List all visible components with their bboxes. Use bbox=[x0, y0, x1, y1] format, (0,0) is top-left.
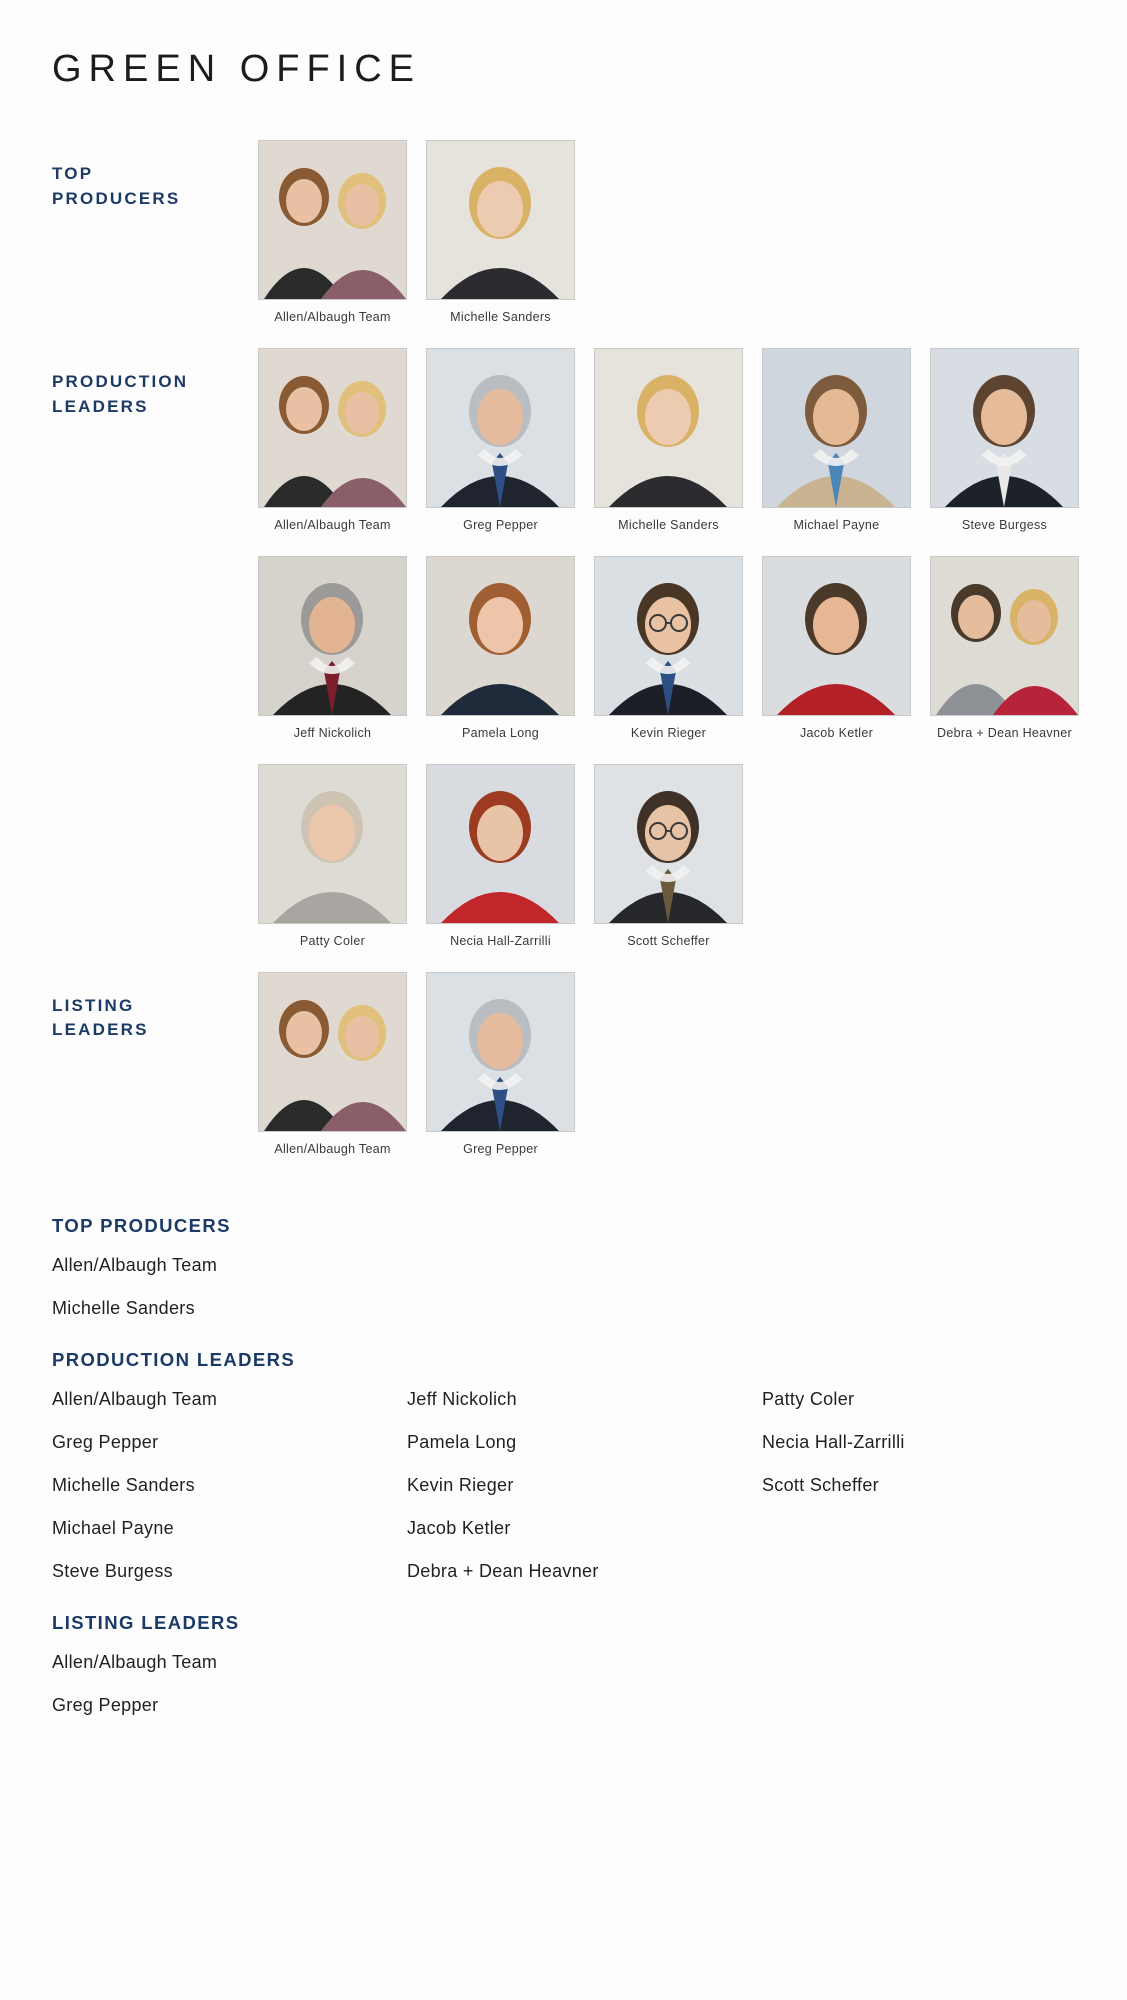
section-label-line: LISTING bbox=[52, 995, 135, 1015]
name-item: Michelle Sanders bbox=[52, 1298, 195, 1318]
person-photo bbox=[426, 972, 575, 1132]
person-photo bbox=[762, 556, 911, 716]
name-item bbox=[762, 1518, 1062, 1539]
person-card[interactable] bbox=[250, 348, 415, 534]
person-caption: Greg Pepper bbox=[463, 1141, 538, 1156]
person-card[interactable] bbox=[250, 764, 415, 950]
section-label-line: PRODUCERS bbox=[52, 188, 181, 208]
board-section bbox=[0, 972, 1127, 1158]
person-caption: Pamela Long bbox=[462, 725, 539, 740]
name-item: Pamela Long bbox=[407, 1432, 517, 1452]
person-caption: Jacob Ketler bbox=[799, 725, 874, 740]
person-photo bbox=[594, 764, 743, 924]
person-card[interactable] bbox=[586, 348, 751, 534]
name-item: Necia Hall-Zarrilli bbox=[762, 1432, 905, 1452]
person-caption: Allen/Albaugh Team bbox=[274, 1141, 391, 1156]
section-label-line: PRODUCTION bbox=[52, 371, 189, 391]
person-card[interactable] bbox=[250, 972, 415, 1158]
person-photo bbox=[258, 972, 407, 1132]
name-item: Scott Scheffer bbox=[762, 1475, 879, 1495]
board-section bbox=[0, 140, 1127, 326]
person-photo bbox=[426, 556, 575, 716]
photo-row bbox=[250, 972, 1127, 1158]
person-card[interactable] bbox=[586, 556, 751, 742]
photo-row bbox=[250, 140, 1127, 326]
person-caption: Steve Burgess bbox=[961, 517, 1048, 532]
section-label-line: LEADERS bbox=[52, 1020, 149, 1040]
person-caption: Debra + Dean Heavner bbox=[937, 725, 1072, 740]
person-caption: Michael Payne bbox=[793, 517, 880, 532]
name-column bbox=[52, 1652, 1127, 1716]
person-caption: Scott Scheffer bbox=[627, 933, 710, 948]
name-item: Jeff Nickolich bbox=[407, 1389, 517, 1409]
person-photo bbox=[594, 348, 743, 508]
person-photo bbox=[258, 140, 407, 300]
person-card[interactable] bbox=[250, 140, 415, 326]
name-item: Greg Pepper bbox=[52, 1695, 159, 1715]
section-label bbox=[52, 370, 242, 419]
person-caption: Michelle Sanders bbox=[450, 310, 551, 324]
person-caption: Necia Hall-Zarrilli bbox=[450, 933, 551, 948]
person-card[interactable] bbox=[418, 764, 583, 950]
name-item: Allen/Albaugh Team bbox=[52, 1652, 218, 1672]
list-block bbox=[0, 1349, 1127, 1582]
name-item: Allen/Albaugh Team bbox=[52, 1255, 218, 1275]
name-lists bbox=[0, 1215, 1127, 1746]
person-caption: Jeff Nickolich bbox=[293, 725, 372, 740]
person-card[interactable] bbox=[922, 348, 1087, 534]
person-photo bbox=[426, 140, 575, 300]
person-photo bbox=[426, 764, 575, 924]
person-card[interactable] bbox=[418, 972, 583, 1158]
person-caption: Michelle Sanders bbox=[618, 517, 719, 532]
name-item: Patty Coler bbox=[762, 1389, 855, 1409]
person-photo bbox=[258, 348, 407, 508]
person-caption: Greg Pepper bbox=[463, 517, 538, 532]
name-item: Kevin Rieger bbox=[407, 1475, 514, 1495]
page-title: GREEN OFFICE bbox=[52, 48, 422, 90]
person-caption: Kevin Rieger bbox=[630, 725, 707, 740]
name-item: Allen/Albaugh Team bbox=[52, 1389, 218, 1409]
list-heading: TOP PRODUCERS bbox=[52, 1215, 231, 1236]
board-section bbox=[0, 348, 1127, 950]
person-card[interactable] bbox=[922, 556, 1087, 742]
list-heading: PRODUCTION LEADERS bbox=[52, 1349, 296, 1370]
person-caption: Allen/Albaugh Team bbox=[274, 517, 391, 532]
name-item bbox=[762, 1561, 1062, 1582]
person-card[interactable] bbox=[250, 556, 415, 742]
person-photo bbox=[594, 556, 743, 716]
person-card[interactable] bbox=[418, 556, 583, 742]
photo-board bbox=[0, 140, 1127, 1179]
section-rows bbox=[0, 348, 1127, 950]
section-label-line: TOP bbox=[52, 164, 94, 183]
person-card[interactable] bbox=[418, 348, 583, 534]
section-label bbox=[52, 994, 242, 1043]
person-card[interactable] bbox=[418, 140, 583, 326]
person-card[interactable] bbox=[754, 556, 919, 742]
name-item: Steve Burgess bbox=[52, 1561, 173, 1581]
person-photo bbox=[930, 348, 1079, 508]
person-caption: Patty Coler bbox=[299, 933, 366, 948]
name-grid bbox=[52, 1389, 1127, 1582]
person-photo bbox=[258, 764, 407, 924]
person-photo bbox=[258, 556, 407, 716]
list-block bbox=[0, 1215, 1127, 1319]
person-photo bbox=[762, 348, 911, 508]
list-block bbox=[0, 1612, 1127, 1716]
name-item: Greg Pepper bbox=[52, 1432, 159, 1452]
list-heading: LISTING LEADERS bbox=[52, 1612, 240, 1633]
name-item: Michael Payne bbox=[52, 1518, 174, 1538]
person-photo bbox=[930, 556, 1079, 716]
section-label bbox=[52, 162, 242, 211]
photo-row bbox=[250, 556, 1127, 742]
name-item: Debra + Dean Heavner bbox=[407, 1561, 599, 1581]
photo-row bbox=[250, 764, 1127, 950]
person-card[interactable] bbox=[586, 764, 751, 950]
person-caption: Allen/Albaugh Team bbox=[274, 310, 391, 324]
person-photo bbox=[426, 348, 575, 508]
name-item: Jacob Ketler bbox=[407, 1518, 511, 1538]
photo-row bbox=[250, 348, 1127, 534]
name-column bbox=[52, 1255, 1127, 1319]
name-item: Michelle Sanders bbox=[52, 1475, 195, 1495]
section-label-line: LEADERS bbox=[52, 396, 149, 416]
person-card[interactable] bbox=[754, 348, 919, 534]
